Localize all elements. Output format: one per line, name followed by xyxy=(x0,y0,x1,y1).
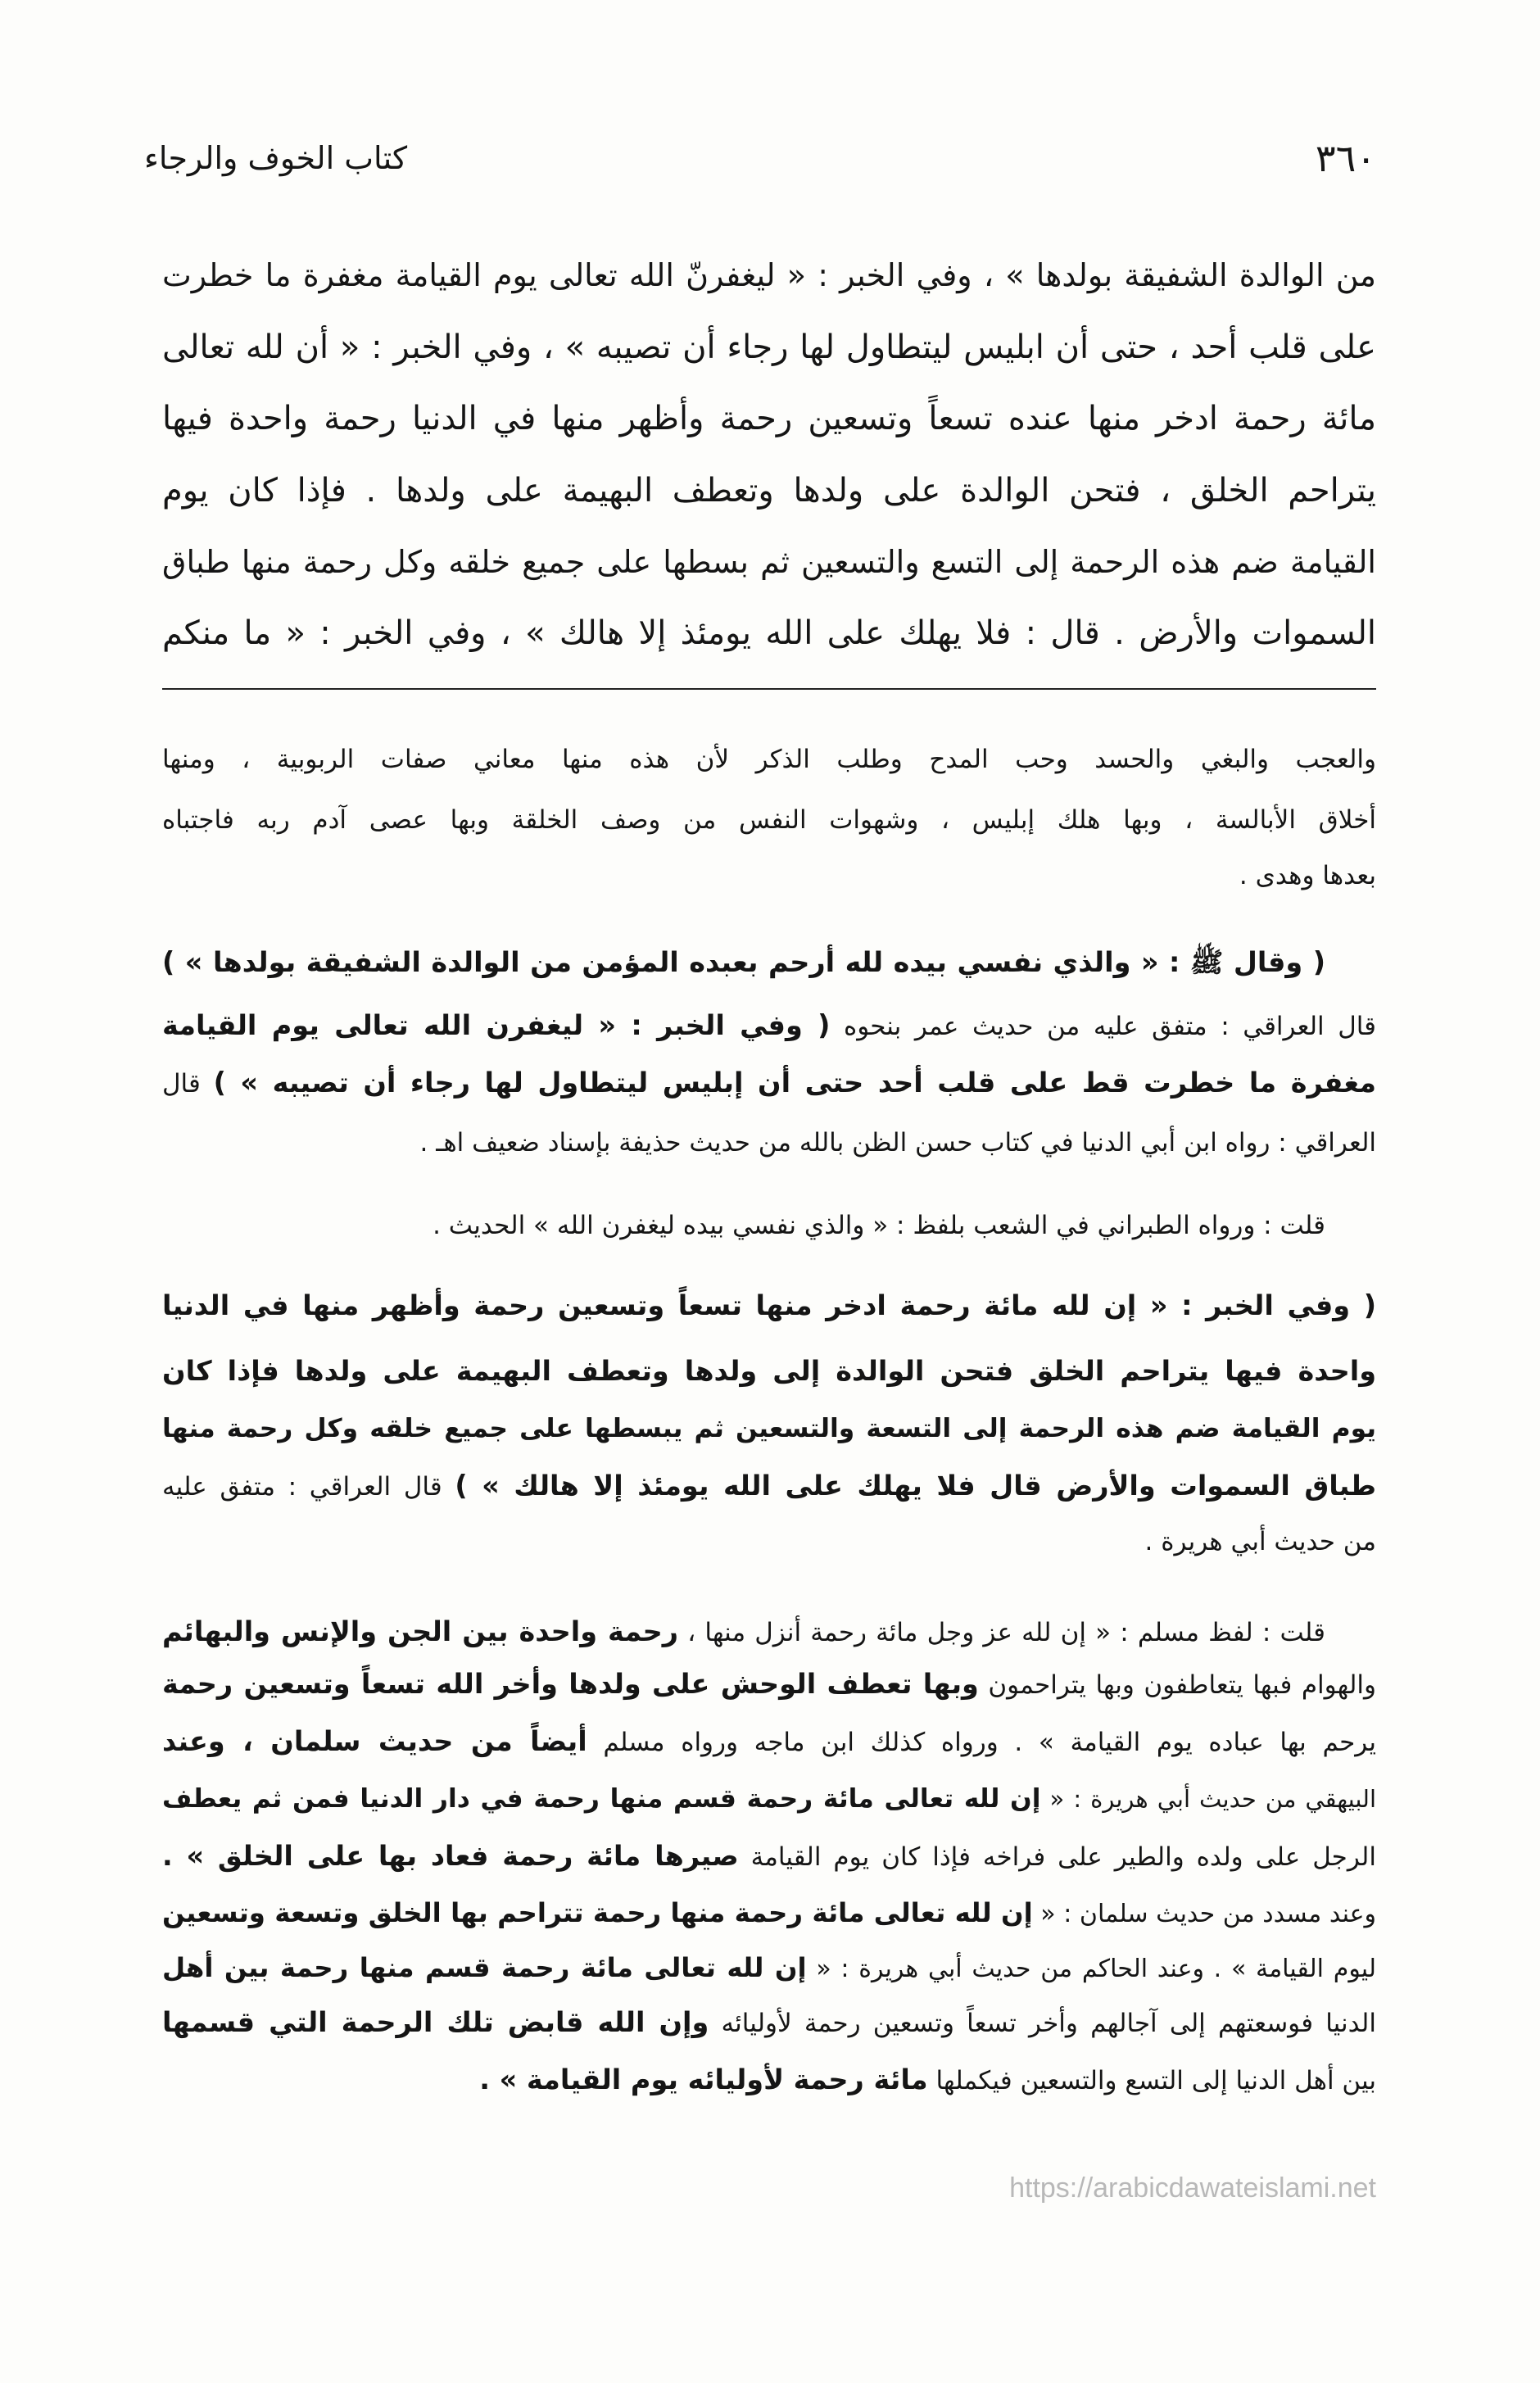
quoted-hadith-text: رحمة واحدة بين الجن والإنس والبهائم xyxy=(162,1615,679,1647)
commentary-text: العراقي : رواه ابن أبي الدنيا في كتاب حسن الظن بالله من حديث حذيفة بإسناد ضعيف اهـ . xyxy=(419,1128,1376,1158)
commentary-text: وعند مسدد من حديث سلمان : « xyxy=(1032,1900,1377,1928)
commentary-line xyxy=(162,734,1376,785)
commentary-text: بين أهل الدنيا إلى التسع والتسعين فيكملها xyxy=(927,2066,1376,2095)
commentary-line xyxy=(162,1200,1376,1251)
commentary-line xyxy=(162,1516,1376,1567)
commentary-text: أخلاق الأبالسة ، وبها هلك إبليس ، وشهوات النفس من وصف الخلقة وبها عصى آدم ربه فاجتباه xyxy=(162,805,1376,835)
quoted-hadith-text: واحدة فيها يتراحم الخلق فتحن الوالدة إلى ولدها وتعطف البهيمة على ولدها فإذا كان xyxy=(162,1355,1376,1387)
main-text-line: السموات والأرض . قال : فلا يهلك على الله يومئذ إلا هالك » ، وفي الخبر : « ما منكم xyxy=(162,614,1376,652)
commentary-line xyxy=(162,1403,1376,1454)
quoted-hadith-text: مائة رحمة لأوليائه يوم القيامة » . xyxy=(479,2064,928,2095)
commentary-text: ليوم القيامة » . وعند الحاكم من حديث أبي هريرة : « xyxy=(806,1955,1377,1983)
chapter-title: كتاب الخوف والرجاء xyxy=(144,140,408,176)
main-text-line: يتراحم الخلق ، فتحن الوالدة على ولدها وتعطف البهيمة على ولدها . فإذا كان يوم xyxy=(162,472,1376,510)
commentary-text: يرحم بها عباده يوم القيامة » . ورواه كذلك ابن ماجه ورواه مسلم xyxy=(587,1728,1376,1757)
commentary-text: قلت : لفظ مسلم : « إن لله عز وجل مائة رحمة أنزل منها ، xyxy=(678,1618,1325,1647)
commentary-text: قال xyxy=(162,1069,214,1099)
quoted-hadith-text: إن لله تعالى مائة رحمة منها رحمة تتراحم بها الخلق وتسعة وتسعين xyxy=(162,1897,1033,1928)
commentary-text: البيهقي من حديث أبي هريرة : « xyxy=(1040,1785,1377,1813)
quoted-hadith-text: إن لله تعالى مائة رحمة قسم منها رحمة في دار الدنيا فمن ثم يعطف xyxy=(162,1784,1041,1814)
commentary-line xyxy=(162,1000,1376,1052)
quoted-hadith-text: ( وفي الخبر : « إن لله مائة رحمة ادخر منها تسعاً وتسعين رحمة وأظهر منها في الدنيا xyxy=(162,1289,1376,1321)
main-text-line: مائة رحمة ادخر منها عنده تسعاً وتسعين رحمة وأظهر منها في الدنيا رحمة واحدة فيها xyxy=(162,400,1376,437)
quoted-hadith-text: ( وقال ﷺ : « والذي نفسي بيده لله أرحم بعبده المؤمن من الوالدة الشفيقة بولدها » ) xyxy=(162,946,1325,978)
quoted-hadith-text: ( وفي الخبر : « ليغفرن الله تعالى يوم القيامة xyxy=(162,1009,831,1041)
quoted-hadith-text: وإن الله قابض تلك الرحمة التي قسمها xyxy=(162,2006,709,2038)
commentary-line xyxy=(162,1606,1376,1658)
commentary-line xyxy=(162,1774,1376,1824)
commentary-text: قال العراقي : متفق عليه من حديث عمر بنحوه xyxy=(830,1012,1376,1041)
quoted-hadith-text: إن لله تعالى مائة رحمة قسم منها رحمة بين أهل xyxy=(162,1952,807,1983)
commentary-line xyxy=(162,850,1376,901)
commentary-line xyxy=(162,1280,1376,1332)
commentary-text: الدنيا فوسعتهم إلى آجالهم وأخر تسعاً وتسعين رحمة لأوليائه xyxy=(709,2009,1376,2038)
commentary-line xyxy=(162,1659,1376,1710)
commentary-text: والهوام فبها يتعاطفون وبها يتراحمون xyxy=(978,1670,1376,1700)
page-number: ٣٦٠ xyxy=(1315,136,1376,180)
commentary-line xyxy=(162,1887,1376,1940)
commentary-line xyxy=(162,1831,1376,1882)
quoted-hadith-text: أيضاً من حديث سلمان ، وعند xyxy=(162,1725,587,1757)
main-text-line: على قلب أحد ، حتى أن ابليس ليتطاول لها رجاء أن تصيبه » ، وفي الخبر : « أن لله تعالى xyxy=(162,328,1376,366)
watermark-url: https://arabicdawateislami.net xyxy=(1009,2172,1376,2204)
commentary-line xyxy=(162,1346,1376,1398)
commentary-line xyxy=(162,1997,1376,2049)
commentary-text: قلت : ورواه الطبراني في الشعب بلفظ : « والذي نفسي بيده ليغفرن الله » الحديث . xyxy=(433,1211,1325,1240)
footnote-divider xyxy=(162,688,1376,690)
quoted-hadith-text: يوم القيامة ضم هذه الرحمة إلى التسعة والتسعين ثم يبسطها على جميع خلقه وكل رحمة منها xyxy=(162,1414,1376,1443)
commentary-line xyxy=(162,937,1376,989)
commentary-text: قال العراقي : متفق عليه xyxy=(162,1472,455,1502)
quoted-hadith-text: صيرها مائة رحمة فعاد بها على الخلق » . xyxy=(162,1840,739,1872)
quoted-hadith-text: مغفرة ما خطرت قط على قلب أحد حتى أن إبليس ليتطاول لها رجاء أن تصيبه » ) xyxy=(213,1067,1376,1099)
quoted-hadith-text: وبها تعطف الوحش على ولدها وأخر الله تسعاً وتسعين رحمة xyxy=(162,1668,979,1700)
commentary-text: والعجب والبغي والحسد وحب المدح وطلب الذكر لأن هذه منها معاني صفات الربوبية ، ومنها xyxy=(162,745,1376,774)
commentary-line xyxy=(162,795,1376,845)
main-text-line: القيامة ضم هذه الرحمة إلى التسع والتسعين ثم بسطها على جميع خلقه وكل رحمة منها طباق xyxy=(162,544,1376,580)
commentary-line xyxy=(162,1942,1376,1995)
commentary-line xyxy=(162,1117,1376,1168)
commentary-line xyxy=(162,1461,1376,1512)
main-text-line: من الوالدة الشفيقة بولدها » ، وفي الخبر : « ليغفرنّ الله تعالى يوم القيامة مغفرة ما خطرت xyxy=(162,257,1376,293)
commentary-text: الرجل على ولده والطير على فراخه فإذا كان يوم القيامة xyxy=(738,1842,1376,1872)
commentary-text: بعدها وهدى . xyxy=(1239,861,1376,890)
commentary-text: من حديث أبي هريرة . xyxy=(1144,1527,1376,1556)
commentary-line xyxy=(162,1058,1376,1109)
quoted-hadith-text: طباق السموات والأرض قال فلا يهلك على الله يومئذ إلا هالك » ) xyxy=(455,1470,1376,1502)
commentary-line xyxy=(162,2055,1376,2106)
commentary-line xyxy=(162,1716,1376,1768)
